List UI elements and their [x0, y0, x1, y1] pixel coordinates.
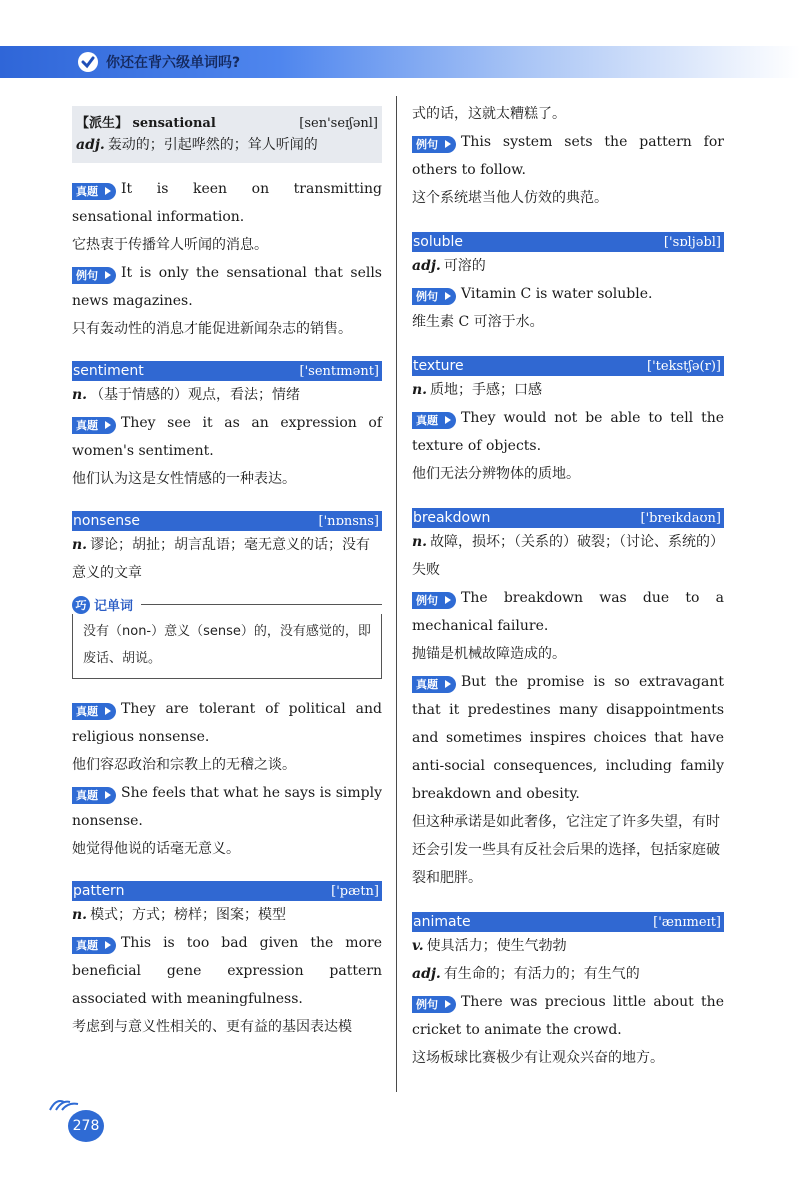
memory-tip-box: 没有（non-）意义（sense）的，没有感觉的，即废话、胡说。 — [72, 614, 382, 679]
example-zh: 抛锚是机械故障造成的。 — [412, 646, 566, 662]
example-en: 例句 Vitamin C is water soluble. — [412, 280, 724, 308]
phonetic: ['breɪkdaʊn] — [640, 510, 721, 526]
right-column — [412, 100, 724, 1072]
column-divider — [396, 96, 397, 1092]
example-zh: 但这种承诺是如此奢侈，它注定了许多失望，有时还会引发一些具有反社会后果的选择，包括家庭破裂和肥胖。 — [412, 814, 720, 886]
definition: n. 模式；方式；榜样；图案；模型 — [72, 907, 287, 923]
example-tag: 例句 — [412, 136, 456, 153]
derivative-pos: adj. — [76, 137, 105, 153]
entry-header-nonsense — [72, 511, 382, 531]
phonetic: ['sɒljəbl] — [663, 234, 721, 250]
arrow-icon — [102, 267, 116, 284]
arrow-icon — [102, 183, 116, 200]
entry-header-animate — [412, 912, 724, 932]
exam-tag: 真题 — [72, 703, 116, 720]
example-en: 真题 This is too bad given the more beneficial gene expression pattern associated with meaningfulness. — [72, 935, 382, 1007]
headword: soluble — [413, 234, 464, 250]
arrow-icon — [442, 136, 456, 153]
example-tag: 例句 — [412, 592, 456, 609]
entry-header-pattern — [72, 881, 382, 901]
example-tag: 例句 — [412, 288, 456, 305]
example-zh: 维生素 C 可溶于水。 — [412, 314, 544, 330]
headword: nonsense — [73, 513, 140, 529]
entry-header-sentiment — [72, 361, 382, 381]
headword: breakdown — [413, 510, 491, 526]
exam-tag: 真题 — [72, 183, 116, 200]
derivative-box — [72, 106, 382, 163]
definition: n. 故障，损坏；（关系的）破裂；（讨论、系统的）失败 — [412, 534, 718, 578]
exam-tag: 真题 — [72, 787, 116, 804]
example-en: 真题 They see it as an expression of women's sentiment. — [72, 415, 382, 459]
example-zh: 这个系统堪当他人仿效的典范。 — [412, 190, 608, 206]
definition: adj. 有生命的；有活力的；有生气的 — [412, 966, 640, 982]
arrow-icon — [442, 676, 456, 693]
page-number: 278 — [68, 1110, 104, 1142]
memory-tip-title: 记单词 — [94, 599, 134, 614]
definition: v. 使具活力；使生气勃勃 — [412, 938, 567, 954]
definition: n. 质地；手感；口感 — [412, 382, 543, 398]
entry-header-soluble — [412, 232, 724, 252]
derivative-word: sensational — [132, 116, 216, 131]
headword: pattern — [73, 883, 125, 899]
entry-header-texture — [412, 356, 724, 376]
example-zh-continued: 式的话，这就太糟糕了。 — [412, 106, 566, 122]
headword: sentiment — [73, 363, 144, 379]
chapter-title: 你还在背六级单词吗? — [106, 55, 241, 71]
definition: adj. 可溶的 — [412, 258, 486, 274]
definition: n. 谬论；胡扯；胡言乱语；毫无意义的话；没有意义的文章 — [72, 537, 371, 581]
memory-tip-header — [72, 595, 382, 614]
example-zh: 他们容忍政治和宗教上的无稽之谈。 — [72, 757, 296, 773]
example-en: 真题 They are tolerant of political and religious nonsense. — [72, 701, 382, 745]
definition: n. （基于情感的）观点，看法；情绪 — [72, 387, 301, 403]
example-en: 真题 She feels that what he says is simply nonsense. — [72, 785, 382, 829]
exam-tag: 真题 — [412, 412, 456, 429]
example-zh: 考虑到与意义性相关的、更有益的基因表达模 — [72, 1019, 352, 1035]
example-en: 例句 It is only the sensational that sells news magazines. — [72, 265, 382, 309]
example-en: 真题 It is keen on transmitting sensational information. — [72, 181, 382, 225]
checkmark-icon — [78, 52, 98, 72]
arrow-icon — [442, 592, 456, 609]
example-en: 例句 This system sets the pattern for others to follow. — [412, 134, 724, 178]
example-zh: 她觉得他说的话毫无意义。 — [72, 841, 240, 857]
exam-tag: 真题 — [72, 937, 116, 954]
example-zh: 他们认为这是女性情感的一种表达。 — [72, 471, 296, 487]
wing-ornament-icon — [48, 1092, 82, 1114]
phonetic: ['nɒnsns] — [318, 513, 379, 529]
arrow-icon — [442, 288, 456, 305]
example-zh: 它热衷于传播耸人听闻的消息。 — [72, 237, 268, 253]
phonetic: ['tekstʃə(r)] — [647, 358, 721, 374]
example-en: 例句 The breakdown was due to a mechanical failure. — [412, 590, 724, 634]
chapter-banner — [0, 46, 800, 78]
arrow-icon — [102, 937, 116, 954]
left-column — [72, 94, 382, 1041]
phonetic: ['pætn] — [331, 883, 379, 899]
arrow-icon — [102, 703, 116, 720]
example-zh: 这场板球比赛极少有让观众兴奋的地方。 — [412, 1050, 664, 1066]
arrow-icon — [102, 417, 116, 434]
example-en: 真题 But the promise is so extravagant that it predestines many disappointments and sometimes inspires choices that have anti-social consequences, including family breakdown and obesity. — [412, 674, 724, 802]
example-en: 例句 There was precious little about the cricket to animate the crowd. — [412, 994, 724, 1038]
example-zh: 只有轰动性的消息才能促进新闻杂志的销售。 — [72, 321, 352, 337]
arrow-icon — [102, 787, 116, 804]
derivative-phonetic: [sen'seɪʃənl] — [299, 116, 378, 131]
derivative-label: 【派生】 — [76, 116, 129, 131]
phonetic: ['ænɪmeɪt] — [653, 914, 721, 930]
headword: animate — [413, 914, 471, 930]
exam-tag: 真题 — [72, 417, 116, 434]
arrow-icon — [442, 412, 456, 429]
exam-tag: 真题 — [412, 676, 456, 693]
arrow-icon — [442, 996, 456, 1013]
entry-header-breakdown — [412, 508, 724, 528]
headword: texture — [413, 358, 464, 374]
example-tag: 例句 — [412, 996, 456, 1013]
derivative-definition: 轰动的；引起哗然的；耸人听闻的 — [107, 137, 318, 153]
example-tag: 例句 — [72, 267, 116, 284]
example-zh: 他们无法分辨物体的质地。 — [412, 466, 580, 482]
phonetic: ['sentɪmənt] — [299, 363, 379, 379]
example-en: 真题 They would not be able to tell the texture of objects. — [412, 410, 724, 454]
memory-tip-icon: 巧 — [72, 596, 90, 614]
